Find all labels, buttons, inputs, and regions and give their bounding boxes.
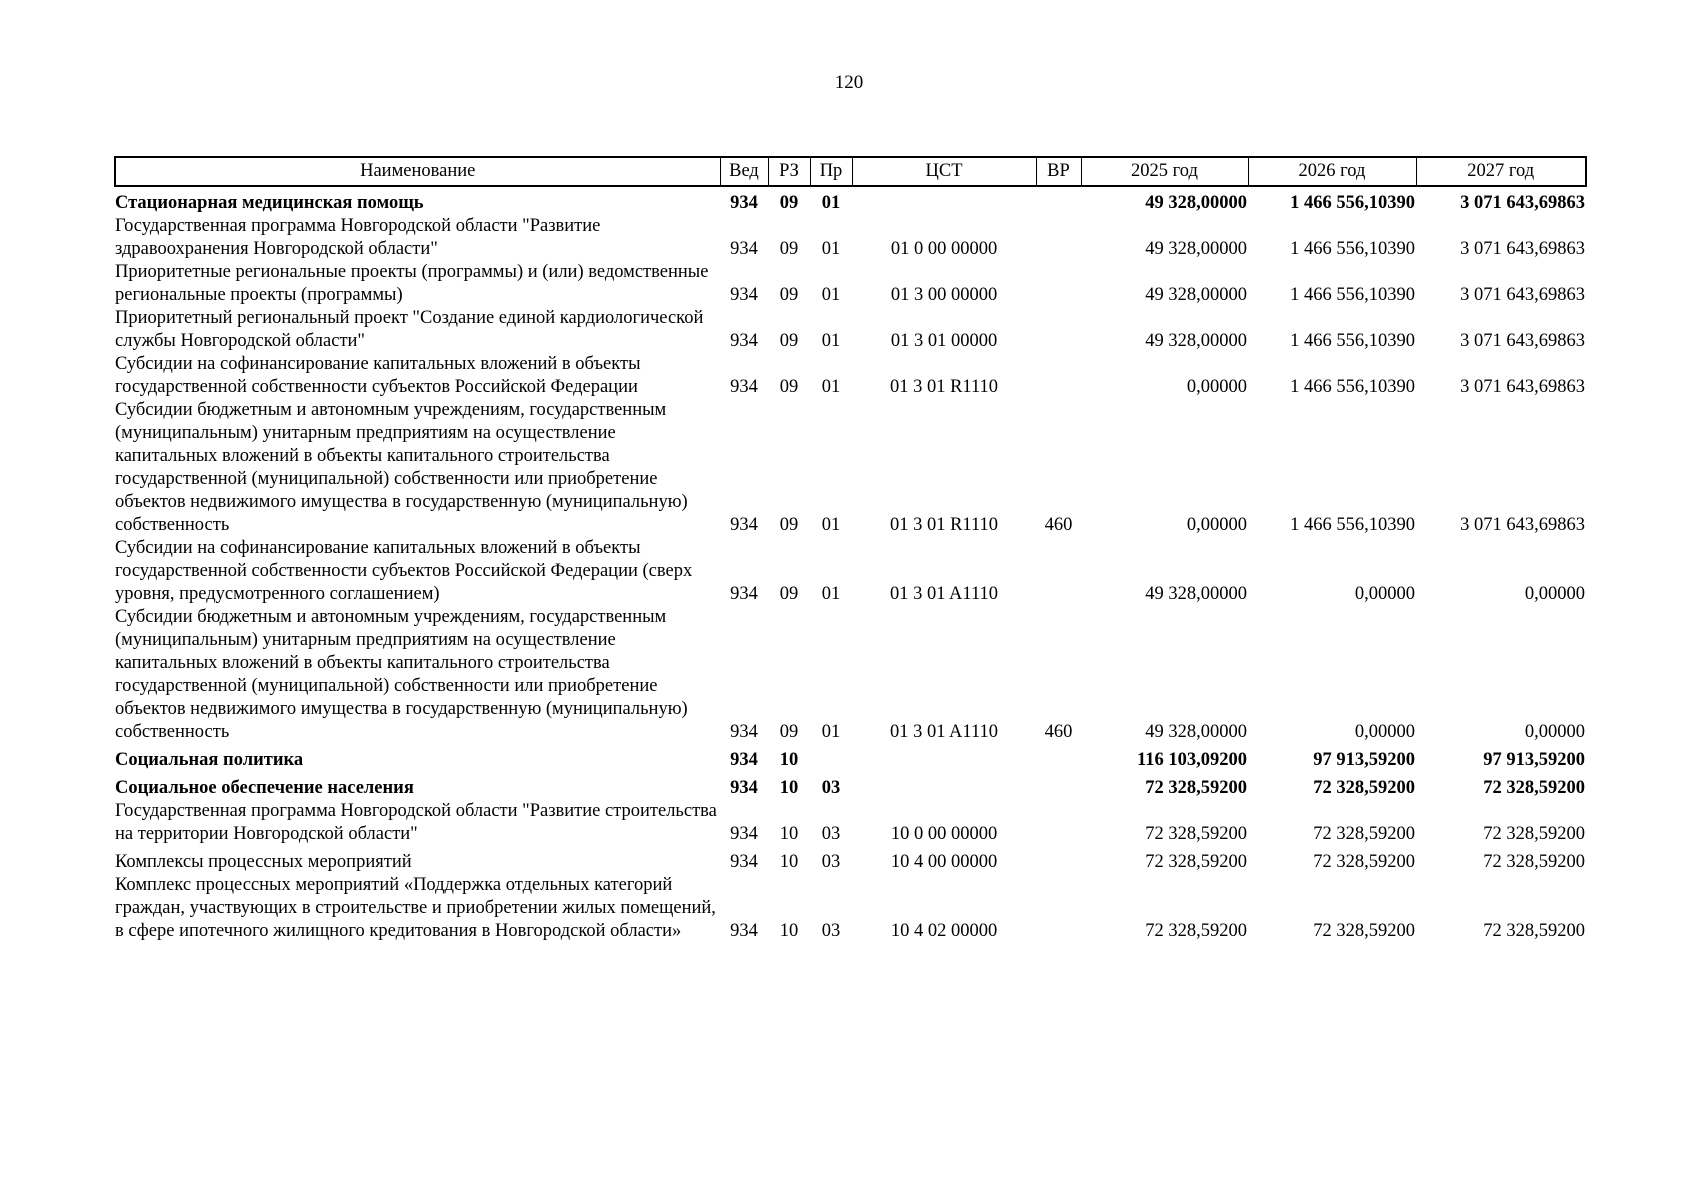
header-2026: 2026 год [1248, 157, 1416, 186]
row-2026: 1 466 556,10390 [1290, 515, 1415, 535]
row-2027: 72 328,59200 [1483, 778, 1585, 798]
row-pr: 03 [821, 852, 841, 872]
row-pr: 03 [821, 824, 841, 844]
row-vr: 460 [1044, 515, 1073, 535]
row-2026: 1 466 556,10390 [1290, 377, 1415, 397]
row-cst: 01 3 01 R1110 [889, 515, 999, 535]
row-2027: 3 071 643,69863 [1460, 515, 1585, 535]
row-rz: 10 [779, 921, 799, 941]
table-row [115, 846, 1586, 874]
row-vr [1036, 261, 1081, 307]
row-cst: 01 3 01 R1110 [889, 377, 999, 397]
table-row [115, 215, 1586, 261]
row-pr: 01 [821, 377, 841, 397]
row-ved: 934 [730, 377, 758, 397]
row-cst: 01 3 01 A1110 [889, 584, 999, 604]
header-ved: Вед [720, 157, 768, 186]
row-name: Субсидии бюджетным и автономным учреждениям, государственным (муниципальным) унитарным предприятиям на осуществление капитальных вложений в объекты капитального строительства государственной (муниципальной) собственности или приобретение объектов недвижимого имущества в государственную (муниципальную) собственность [115, 400, 688, 535]
row-vr [1036, 537, 1081, 606]
row-name: Стационарная медицинская помощь [115, 193, 424, 213]
row-cst [852, 744, 1036, 772]
row-ved: 934 [730, 722, 758, 742]
row-2025: 49 328,00000 [1145, 285, 1247, 305]
table-row [115, 537, 1586, 606]
row-cst [852, 186, 1036, 215]
row-name: Приоритетный региональный проект "Создание единой кардиологической службы Новгородской области" [115, 308, 704, 351]
header-cst: ЦСТ [852, 157, 1036, 186]
row-vr [1036, 307, 1081, 353]
row-2025: 0,00000 [1186, 377, 1247, 397]
table-row [115, 399, 1586, 537]
row-pr: 03 [821, 778, 841, 798]
row-cst: 01 3 01 A1110 [889, 722, 999, 742]
row-ved: 934 [730, 852, 758, 872]
row-ved: 934 [730, 750, 758, 770]
row-2025: 49 328,00000 [1145, 722, 1247, 742]
row-rz: 10 [779, 750, 799, 770]
row-name: Социальная политика [115, 750, 304, 770]
row-2026: 97 913,59200 [1313, 750, 1415, 770]
row-2026: 0,00000 [1354, 722, 1415, 742]
row-2027: 72 328,59200 [1483, 824, 1585, 844]
row-cst: 01 3 00 00000 [890, 285, 998, 305]
row-rz: 09 [779, 331, 799, 351]
row-vr: 460 [1044, 722, 1073, 742]
header-name: Наименование [115, 157, 720, 186]
row-2027: 3 071 643,69863 [1460, 239, 1585, 259]
row-2026: 72 328,59200 [1313, 852, 1415, 872]
row-rz: 09 [779, 285, 799, 305]
row-cst: 10 4 00 00000 [890, 852, 998, 872]
row-vr [1036, 772, 1081, 800]
header-rz: РЗ [768, 157, 810, 186]
row-2026: 1 466 556,10390 [1290, 331, 1415, 351]
row-ved: 934 [730, 515, 758, 535]
row-ved: 934 [730, 921, 758, 941]
row-name: Субсидии бюджетным и автономным учреждениям, государственным (муниципальным) унитарным предприятиям на осуществление капитальных вложений в объекты капитального строительства государственной (муниципальной) собственности или приобретение объектов недвижимого имущества в государственную (муниципальную) собственность [115, 607, 688, 742]
row-name: Субсидии на софинансирование капитальных вложений в объекты государственной собственности субъектов Российской Федерации (сверх уровня, предусмотренного соглашением) [115, 538, 693, 604]
row-2026: 72 328,59200 [1313, 778, 1415, 798]
table-row [115, 353, 1586, 399]
row-2025: 49 328,00000 [1145, 239, 1247, 259]
row-2027: 3 071 643,69863 [1460, 331, 1585, 351]
header-2025: 2025 год [1081, 157, 1248, 186]
row-pr: 01 [821, 722, 841, 742]
row-pr: 01 [821, 331, 841, 351]
row-ved: 934 [730, 778, 758, 798]
row-rz: 09 [779, 377, 799, 397]
table-row [115, 307, 1586, 353]
row-vr [1036, 800, 1081, 846]
row-2026: 1 466 556,10390 [1290, 239, 1415, 259]
table-row [115, 772, 1586, 800]
header-pr: Пр [810, 157, 852, 186]
row-vr [1036, 874, 1081, 943]
row-2027: 3 071 643,69863 [1460, 377, 1585, 397]
row-2027: 97 913,59200 [1483, 750, 1585, 770]
row-2025: 72 328,59200 [1145, 921, 1247, 941]
table-row [115, 606, 1586, 744]
row-name: Субсидии на софинансирование капитальных вложений в объекты государственной собственности субъектов Российской Федерации [115, 354, 641, 397]
row-cst: 10 4 02 00000 [890, 921, 998, 941]
row-name: Комплекс процессных мероприятий «Поддержка отдельных категорий граждан, участвующих в строительстве и приобретении жилых помещений, в сфере ипотечного жилищного кредитования в Новгородской области» [115, 875, 716, 941]
row-2025: 49 328,00000 [1145, 193, 1247, 213]
row-2027: 3 071 643,69863 [1460, 193, 1585, 213]
table-row [115, 261, 1586, 307]
budget-table [114, 156, 1587, 943]
row-ved: 934 [730, 824, 758, 844]
row-2027: 0,00000 [1524, 584, 1585, 604]
row-name: Социальное обеспечение населения [115, 778, 414, 798]
row-pr: 03 [821, 921, 841, 941]
header-2027: 2027 год [1416, 157, 1586, 186]
table-row [115, 874, 1586, 943]
row-cst: 01 0 00 00000 [890, 239, 998, 259]
row-name: Комплексы процессных мероприятий [115, 852, 412, 872]
row-pr: 01 [821, 239, 841, 259]
row-2025: 49 328,00000 [1145, 331, 1247, 351]
row-pr: 01 [821, 193, 841, 213]
page-number: 120 [834, 72, 864, 93]
row-2025: 49 328,00000 [1145, 584, 1247, 604]
row-name: Приоритетные региональные проекты (программы) и (или) ведомственные региональные проекты (программы) [115, 262, 709, 305]
row-2026: 72 328,59200 [1313, 921, 1415, 941]
row-2025: 72 328,59200 [1145, 852, 1247, 872]
row-rz: 10 [779, 778, 799, 798]
row-ved: 934 [730, 239, 758, 259]
row-2025: 116 103,09200 [1137, 750, 1247, 770]
table-row [115, 800, 1586, 846]
table-header-row [115, 157, 1586, 186]
row-2025: 72 328,59200 [1145, 824, 1247, 844]
row-name: Государственная программа Новгородской области "Развитие здравоохранения Новгородской области" [115, 216, 601, 259]
row-ved: 934 [730, 193, 758, 213]
row-2025: 0,00000 [1186, 515, 1247, 535]
row-rz: 09 [779, 239, 799, 259]
header-vr: ВР [1036, 157, 1081, 186]
row-cst: 01 3 01 00000 [890, 331, 998, 351]
row-rz: 09 [779, 584, 799, 604]
row-2026: 72 328,59200 [1313, 824, 1415, 844]
table-row [115, 186, 1586, 215]
row-pr: 01 [821, 584, 841, 604]
row-2025: 72 328,59200 [1145, 778, 1247, 798]
row-2027: 0,00000 [1524, 722, 1585, 742]
row-name: Государственная программа Новгородской области "Развитие строительства на территории Новгородской области" [115, 801, 717, 844]
row-2026: 1 466 556,10390 [1290, 285, 1415, 305]
row-rz: 09 [779, 722, 799, 742]
row-pr [810, 744, 852, 772]
row-vr [1036, 744, 1081, 772]
row-2027: 3 071 643,69863 [1460, 285, 1585, 305]
row-2027: 72 328,59200 [1483, 921, 1585, 941]
row-2026: 1 466 556,10390 [1290, 193, 1415, 213]
row-rz: 10 [779, 824, 799, 844]
row-pr: 01 [821, 515, 841, 535]
row-2026: 0,00000 [1354, 584, 1415, 604]
row-rz: 09 [779, 515, 799, 535]
row-cst: 10 0 00 00000 [890, 824, 998, 844]
table-row [115, 744, 1586, 772]
row-vr [1036, 215, 1081, 261]
row-pr: 01 [821, 285, 841, 305]
row-cst [852, 772, 1036, 800]
row-rz: 09 [779, 193, 799, 213]
row-vr [1036, 353, 1081, 399]
row-ved: 934 [730, 285, 758, 305]
row-vr [1036, 846, 1081, 874]
row-ved: 934 [730, 584, 758, 604]
row-ved: 934 [730, 331, 758, 351]
row-2027: 72 328,59200 [1483, 852, 1585, 872]
row-rz: 10 [779, 852, 799, 872]
row-vr [1036, 186, 1081, 215]
